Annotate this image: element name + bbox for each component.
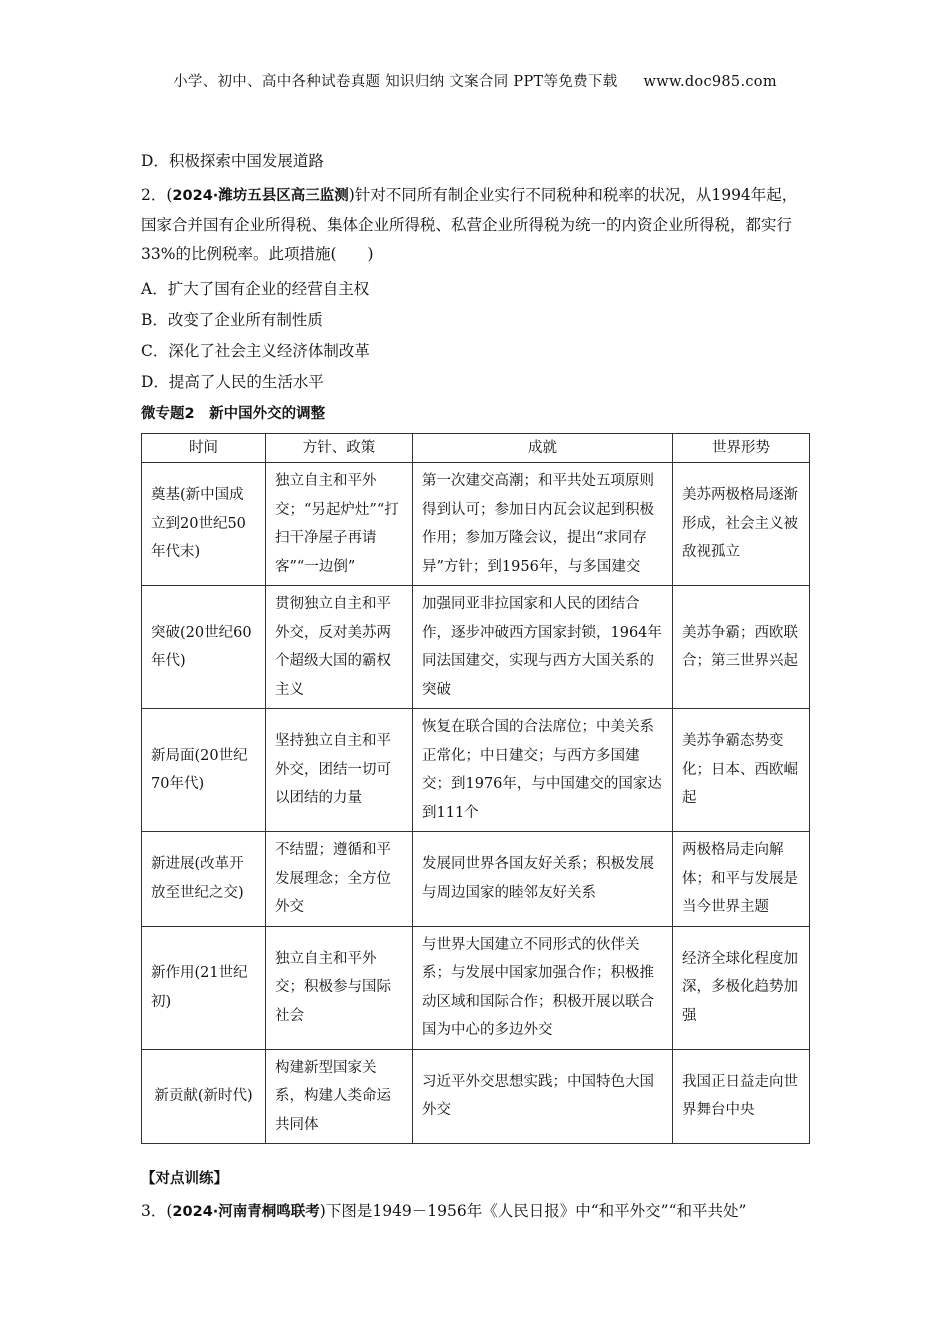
table-cell-situation: 我国正日益走向世界舞台中央 <box>673 1049 810 1144</box>
table-cell-situation: 经济全球化程度加深，多极化趋势加强 <box>673 926 810 1049</box>
table-cell-period: 新局面(20世纪70年代) <box>142 709 266 832</box>
table-cell-achievement: 发展同世界各国友好关系；积极发展与周边国家的睦邻友好关系 <box>413 832 673 927</box>
table-header-cell: 成就 <box>413 434 673 463</box>
question-3-source-year: 2024· <box>172 1204 219 1220</box>
question-2-option-d: D．提高了人民的生活水平 <box>141 373 324 391</box>
table-cell-achievement: 恢复在联合国的合法席位；中美关系正常化；中日建交；与西方多国建交；到1976年，与中国建交的国家达到111个 <box>413 709 673 832</box>
table-cell-policy: 贯彻独立自主和平外交，反对美苏两个超级大国的霸权主义 <box>266 586 413 709</box>
table-header-cell: 时间 <box>142 434 266 463</box>
table-cell-situation: 美苏两极格局逐渐形成，社会主义被敌视孤立 <box>673 463 810 586</box>
question-2-stem: 2．(2024·潍坊五县区高三监测)针对不同所有制企业实行不同税种和税率的状况，从1994年起，国家合并国有企业所得税、集体企业所得税、私营企业所得税为统一的内资企业所得税，都实行33%的比例税率。此项措施( ) <box>141 186 798 263</box>
table-cell-policy: 构建新型国家关系，构建人类命运共同体 <box>266 1049 413 1144</box>
question-3-text: )下图是1949－1956年《人民日报》中“和平外交”“和平共处” <box>319 1202 747 1220</box>
question-2-text: )针对不同所有制企业实行不同税种和税率的状况，从1994年起，国家合并国有企业所得税、集体企业所得税、私营企业所得税为统一的内资企业所得税，都实行33%的比例税率。此项措施( ) <box>141 186 798 263</box>
document-content <box>141 150 811 1223</box>
prev-question-option-d: D．积极探索中国发展道路 <box>141 152 324 170</box>
question-2-option-c: C．深化了社会主义经济体制改革 <box>141 342 370 360</box>
table-row <box>142 926 810 1049</box>
question-2-options <box>141 278 811 393</box>
table-cell-situation: 两极格局走向解体；和平与发展是当今世界主题 <box>673 832 810 927</box>
table-row <box>142 586 810 709</box>
table-cell-policy: 独立自主和平外交；“另起炉灶”“打扫干净屋子再请客”“一边倒” <box>266 463 413 586</box>
question-2-source-year: 2024· <box>172 188 219 204</box>
question-3-stem: 3．(2024·河南青桐鸣联考)下图是1949－1956年《人民日报》中“和平外交”“和平共处” <box>141 1202 747 1220</box>
question-2-option-b: B．改变了企业所有制性质 <box>141 311 323 329</box>
table-row <box>142 463 810 586</box>
table-cell-situation: 美苏争霸态势变化；日本、西欧崛起 <box>673 709 810 832</box>
table-cell-achievement: 与世界大国建立不同形式的伙伴关系；与发展中国家加强合作；积极推动区域和国际合作；积极开展以联合国为中心的多边外交 <box>413 926 673 1049</box>
table-cell-period: 新进展(改革开放至世纪之交) <box>142 832 266 927</box>
question-2-option-a: A．扩大了国有企业的经营自主权 <box>141 280 370 298</box>
header-text: 小学、初中、高中各种试卷真题 知识归纳 文案合同 PPT等免费下载 <box>173 74 618 90</box>
table-row <box>142 832 810 927</box>
table-cell-period: 突破(20世纪60年代) <box>142 586 266 709</box>
question-2-source-name: 潍坊五县区高三监测 <box>218 188 349 204</box>
table-header-cell: 世界形势 <box>673 434 810 463</box>
table-cell-policy: 独立自主和平外交；积极参与国际社会 <box>266 926 413 1049</box>
question-3-source-name: 河南青桐鸣联考 <box>218 1204 320 1220</box>
table-cell-achievement: 加强同亚非拉国家和人民的团结合作，逐步冲破西方国家封锁，1964年同法国建交，实现与西方大国关系的突破 <box>413 586 673 709</box>
table-cell-period: 奠基(新中国成立到20世纪50年代末) <box>142 463 266 586</box>
table-cell-policy: 不结盟；遵循和平发展理念；全方位外交 <box>266 832 413 927</box>
table-cell-situation: 美苏争霸；西欧联合；第三世界兴起 <box>673 586 810 709</box>
table-row <box>142 1049 810 1144</box>
table-cell-achievement: 习近平外交思想实践；中国特色大国外交 <box>413 1049 673 1144</box>
table-header-cell: 方针、政策 <box>266 434 413 463</box>
diplomacy-table <box>141 433 810 1144</box>
table-row <box>142 709 810 832</box>
header-site-link[interactable]: www.doc985.com <box>643 74 777 90</box>
table-cell-period: 新作用(21世纪初) <box>142 926 266 1049</box>
practice-title: 【对点训练】 <box>141 1171 228 1187</box>
table-cell-achievement: 第一次建交高潮；和平共处五项原则得到认可；参加日内瓦会议起到积极作用；参加万隆会议，提出“求同存异”方针；到1956年，与多国建交 <box>413 463 673 586</box>
page-header <box>0 70 950 91</box>
table-cell-period: 新贡献(新时代) <box>142 1049 266 1144</box>
section-title: 微专题2 新中国外交的调整 <box>141 406 326 422</box>
table-cell-policy: 坚持独立自主和平外交，团结一切可以团结的力量 <box>266 709 413 832</box>
table-header-row <box>142 434 810 463</box>
